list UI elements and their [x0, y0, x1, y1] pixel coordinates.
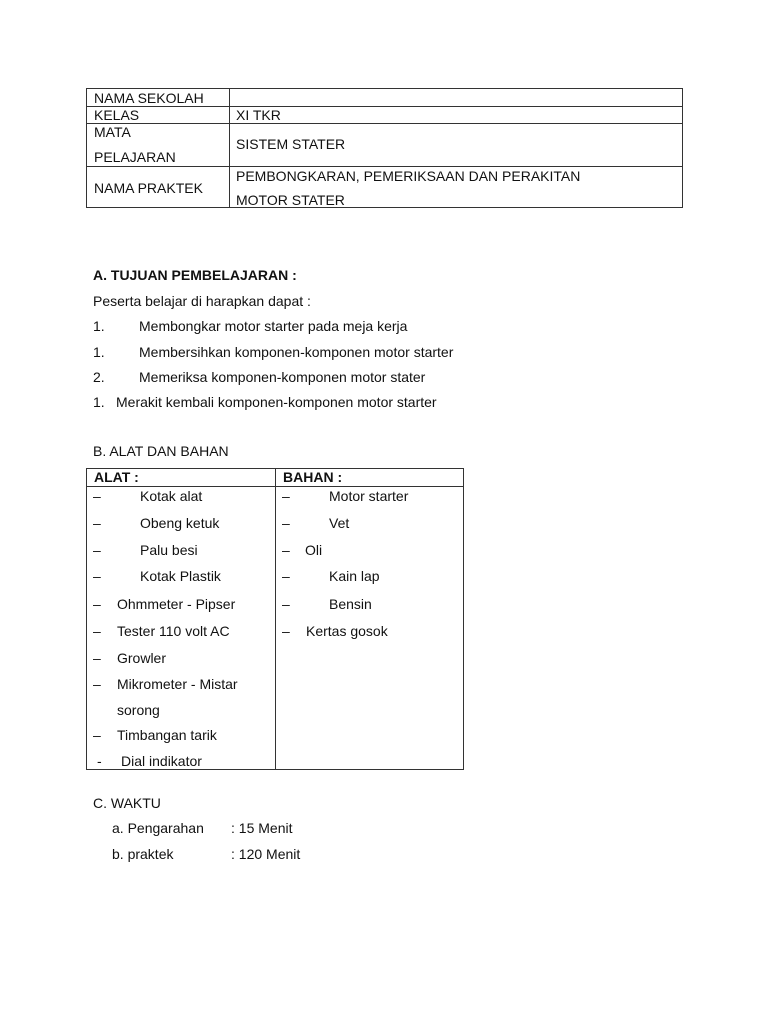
alat-text: Tester 110 volt AC [117, 623, 230, 639]
time-value: : 120 Menit [231, 846, 301, 862]
dash-bullet: - [97, 753, 102, 769]
dash-bullet: – [93, 515, 101, 531]
objective-text: Membersihkan komponen-komponen motor starter [139, 344, 454, 360]
bahan-text: Oli [305, 542, 323, 558]
dash-bullet: – [93, 596, 101, 612]
table-column-divider [275, 469, 276, 769]
alat-header: ALAT : [94, 469, 139, 485]
tools-materials-table [86, 468, 464, 770]
alat-text: Timbangan tarik [117, 727, 217, 743]
alat-text: sorong [117, 702, 160, 718]
objective-number: 1. [93, 318, 105, 334]
section-b-heading: B. ALAT DAN BAHAN [93, 443, 229, 459]
dash-bullet: – [282, 515, 290, 531]
row-value-line1: PEMBONGKARAN, PEMERIKSAAN DAN PERAKITAN [236, 168, 581, 184]
objective-text: Membongkar motor starter pada meja kerja [139, 318, 408, 334]
row-value: SISTEM STATER [236, 136, 346, 152]
time-value: : 15 Menit [231, 820, 293, 836]
dash-bullet: – [93, 650, 101, 666]
table-row-nama-sekolah [87, 89, 682, 106]
dash-bullet: – [93, 727, 101, 743]
time-label: a. Pengarahan [112, 820, 204, 836]
table-row-kelas [87, 106, 682, 123]
section-c-heading: C. WAKTU [93, 795, 161, 811]
dash-bullet: – [93, 568, 101, 584]
alat-text: Kotak Plastik [140, 568, 221, 584]
row-value: XI TKR [236, 107, 281, 123]
table-row-mata-pelajaran [87, 123, 682, 166]
objective-number: 2. [93, 369, 105, 385]
objective-number: 1. [93, 394, 105, 410]
dash-bullet: – [282, 568, 290, 584]
bahan-text: Bensin [329, 596, 372, 612]
objective-item [93, 318, 408, 334]
time-item [112, 846, 301, 862]
alat-text: Obeng ketuk [140, 515, 220, 531]
section-a-heading: A. TUJUAN PEMBELAJARAN : [93, 267, 297, 283]
dash-bullet: – [282, 542, 290, 558]
bahan-text: Motor starter [329, 488, 409, 504]
objective-number: 1. [93, 344, 105, 360]
row-label-line2: PELAJARAN [94, 149, 176, 165]
alat-text: Ohmmeter - Pipser [117, 596, 236, 612]
objective-item [93, 369, 426, 385]
objective-text: Memeriksa komponen-komponen motor stater [139, 369, 426, 385]
bahan-header: BAHAN : [283, 469, 343, 485]
bahan-text: Kertas gosok [306, 623, 388, 639]
bahan-text: Vet [329, 515, 350, 531]
objective-item [93, 344, 454, 360]
dash-bullet: – [282, 623, 290, 639]
alat-text: Palu besi [140, 542, 198, 558]
row-label: NAMA PRAKTEK [94, 180, 203, 196]
objective-item [93, 394, 437, 410]
dash-bullet: – [282, 488, 290, 504]
alat-text: Mikrometer - Mistar [117, 676, 238, 692]
bahan-text: Kain lap [329, 568, 380, 584]
time-item [112, 820, 293, 836]
alat-text: Growler [117, 650, 167, 666]
dash-bullet: – [93, 542, 101, 558]
alat-text: Dial indikator [121, 753, 202, 769]
row-label-line1: MATA [94, 124, 131, 140]
row-label: NAMA SEKOLAH [94, 90, 204, 106]
dash-bullet: – [93, 676, 101, 692]
time-label: b. praktek [112, 846, 174, 862]
objective-text: Merakit kembali komponen-komponen motor starter [116, 394, 437, 410]
dash-bullet: – [93, 623, 101, 639]
section-a-intro: Peserta belajar di harapkan dapat : [93, 293, 311, 309]
dash-bullet: – [93, 488, 101, 504]
identity-table [86, 88, 683, 208]
dash-bullet: – [282, 596, 290, 612]
row-label: KELAS [94, 107, 140, 123]
row-value-line2: MOTOR STATER [236, 192, 345, 208]
alat-text: Kotak alat [140, 488, 203, 504]
table-row-nama-praktek [87, 166, 682, 208]
